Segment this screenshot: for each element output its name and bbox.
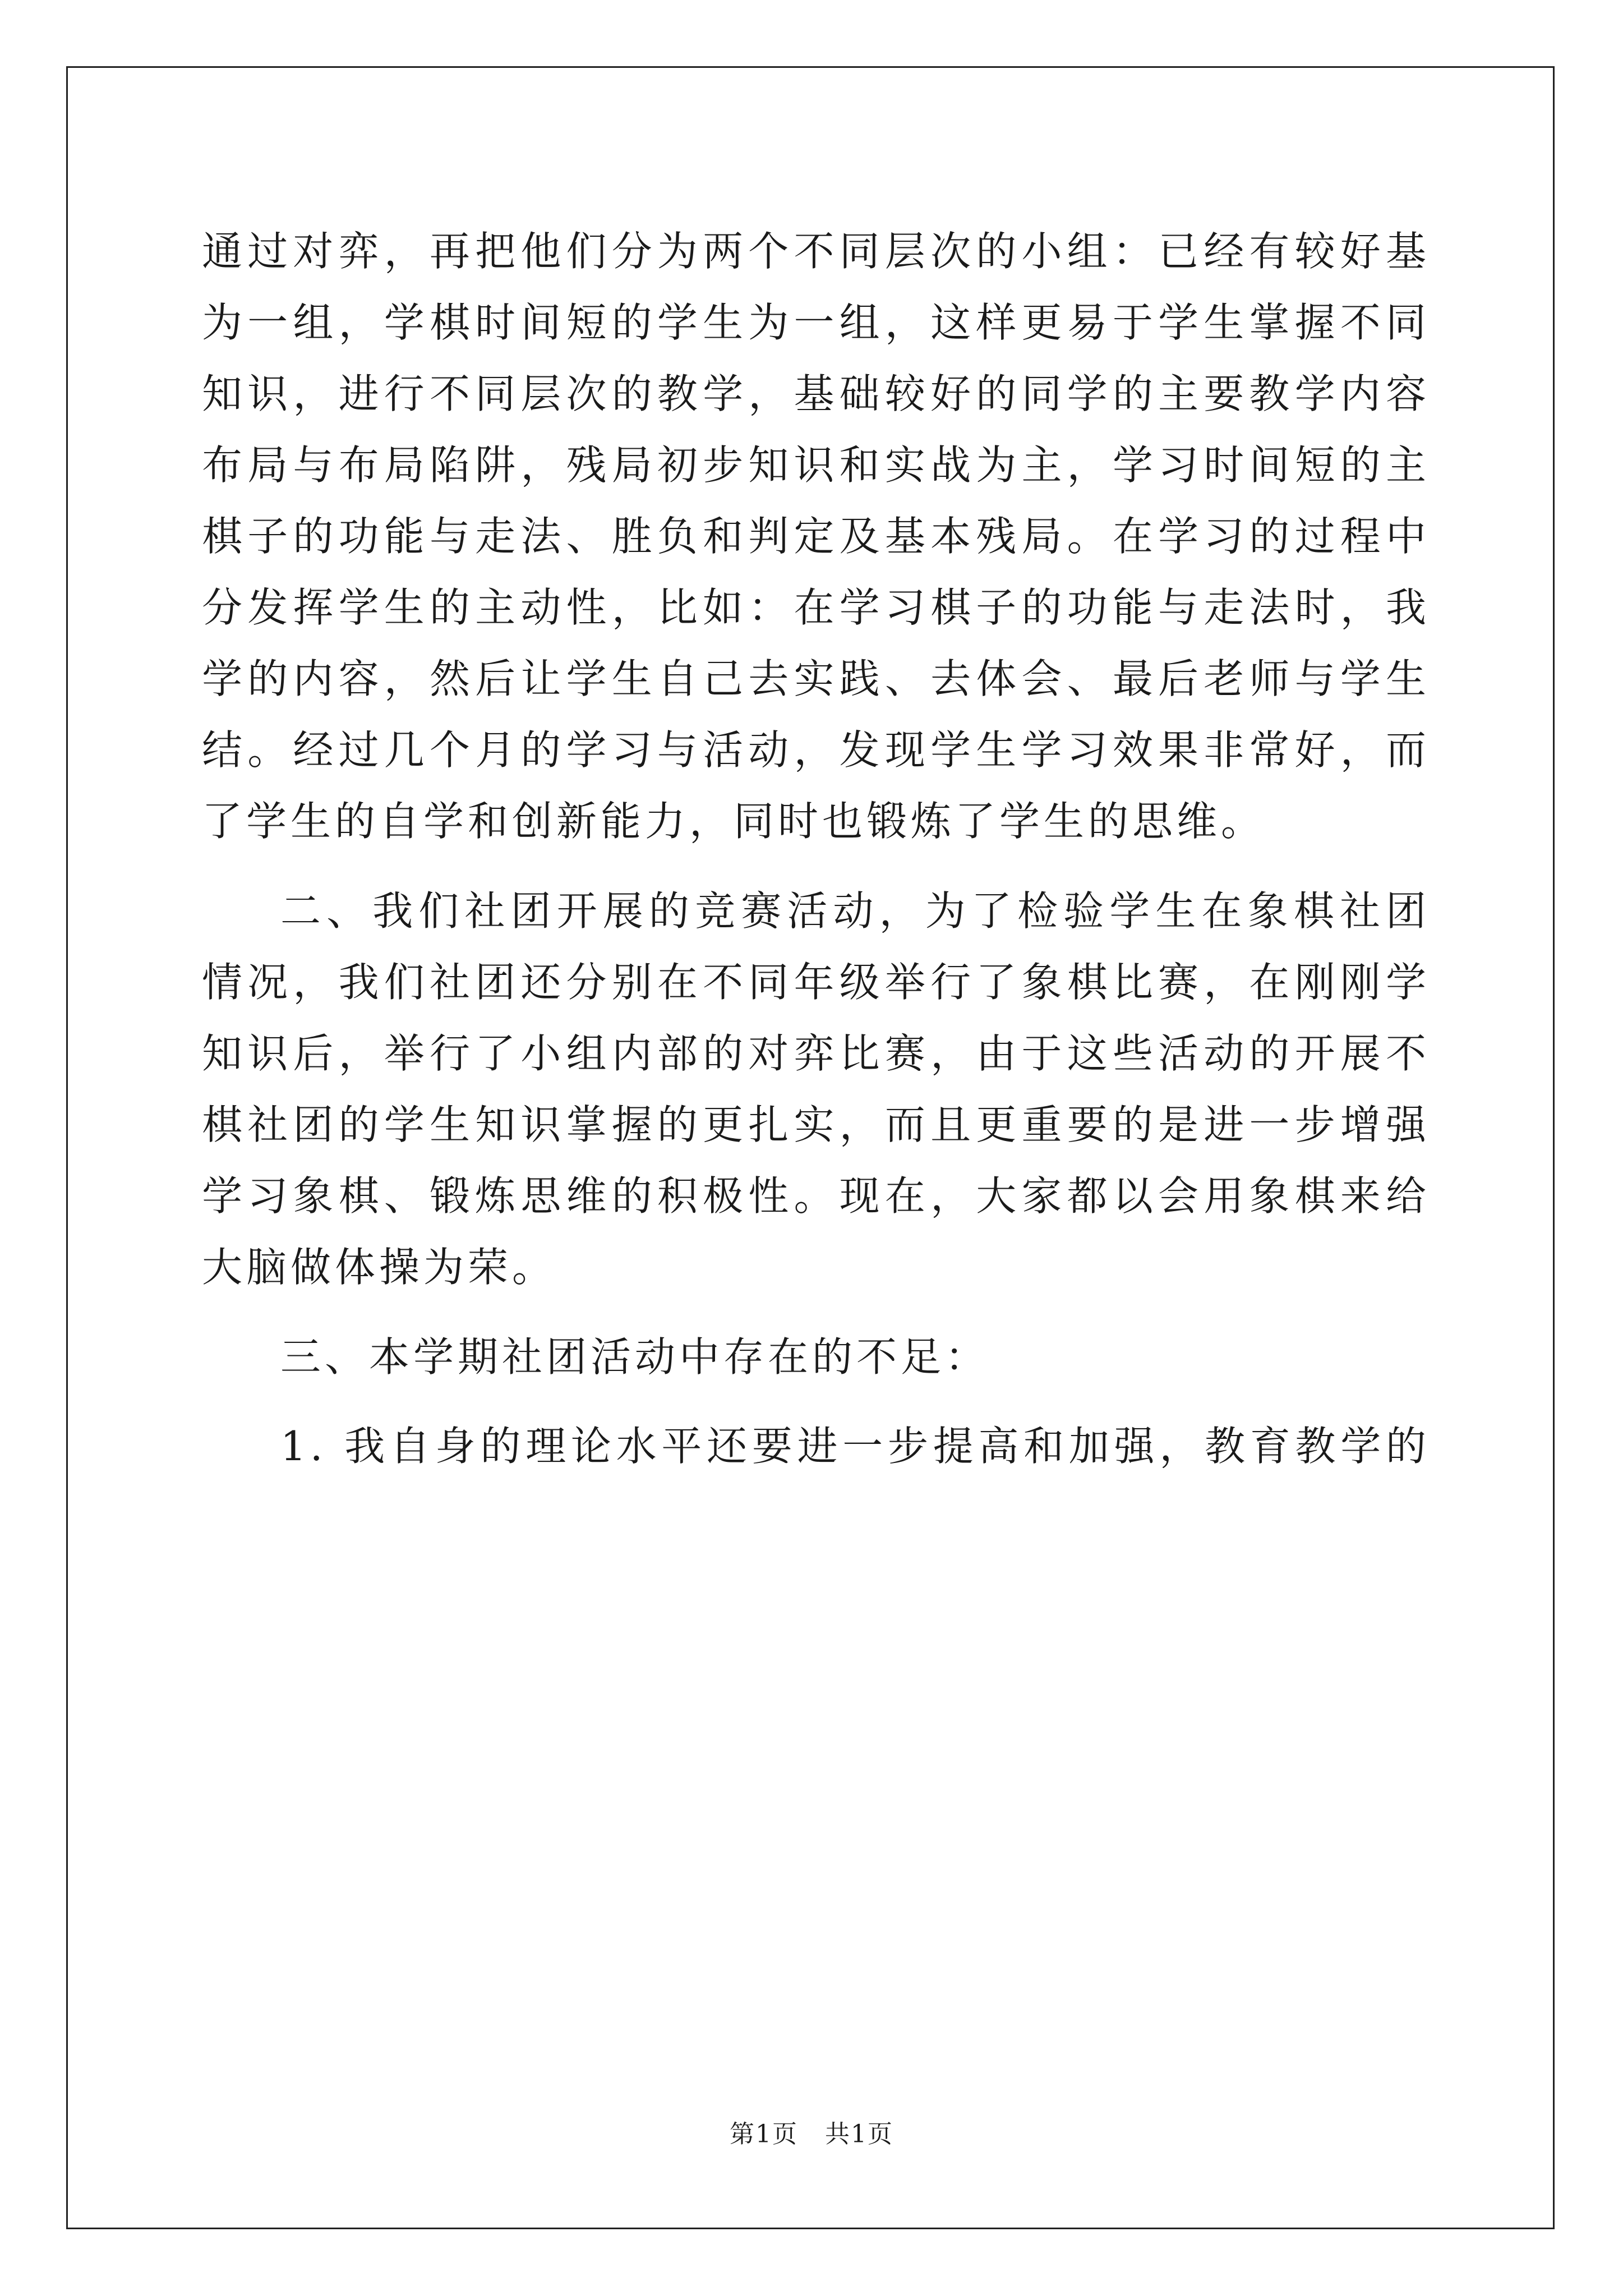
text-line: 结。经过几个月的学习与活动，发现学生学习效果非常好，而 — [202, 726, 1430, 774]
list-item-1: 1. 我自身的理论水平还要进一步提高和加强，教育教学的 — [280, 1423, 1430, 1470]
text-line: 了学生的自学和创新能力，同时也锻炼了学生的思维。 — [202, 798, 1266, 845]
text-line: 知识后，举行了小组内部的对弈比赛，由于这些活动的开展不 — [202, 1030, 1430, 1077]
text-line: 分发挥学生的主动性，比如：在学习棋子的功能与走法时，我 — [202, 584, 1430, 631]
paragraph-heading-2: 二、我们社团开展的竞赛活动，为了检验学生在象棋社团 — [280, 887, 1430, 935]
paragraph-heading-3: 三、本学期社团活动中存在的不足： — [280, 1333, 990, 1381]
text-line: 学的内容，然后让学生自己去实践、去体会、最后老师与学生 — [202, 655, 1430, 702]
text-line: 大脑做体操为荣。 — [202, 1244, 557, 1291]
page-number-footer: 第1页 共1页 — [730, 2120, 893, 2148]
text-line: 知识，进行不同层次的教学，基础较好的同学的主要教学内容 — [202, 370, 1430, 417]
text-line: 布局与布局陷阱，残局初步知识和实战为主，学习时间短的主 — [202, 441, 1430, 489]
text-line: 学习象棋、锻炼思维的积极性。现在，大家都以会用象棋来给 — [202, 1172, 1430, 1220]
text-line: 为一组，学棋时间短的学生为一组，这样更易于学生掌握不同 — [202, 299, 1430, 346]
text-line: 棋子的功能与走法、胜负和判定及基本残局。在学习的过程中 — [202, 513, 1430, 560]
text-line: 棋社团的学生知识掌握的更扎实，而且更重要的是进一步增强 — [202, 1101, 1430, 1148]
text-line: 通过对弈，再把他们分为两个不同层次的小组：已经有较好基 — [202, 228, 1430, 275]
text-line: 情况，我们社团还分别在不同年级举行了象棋比赛，在刚刚学 — [202, 959, 1430, 1006]
